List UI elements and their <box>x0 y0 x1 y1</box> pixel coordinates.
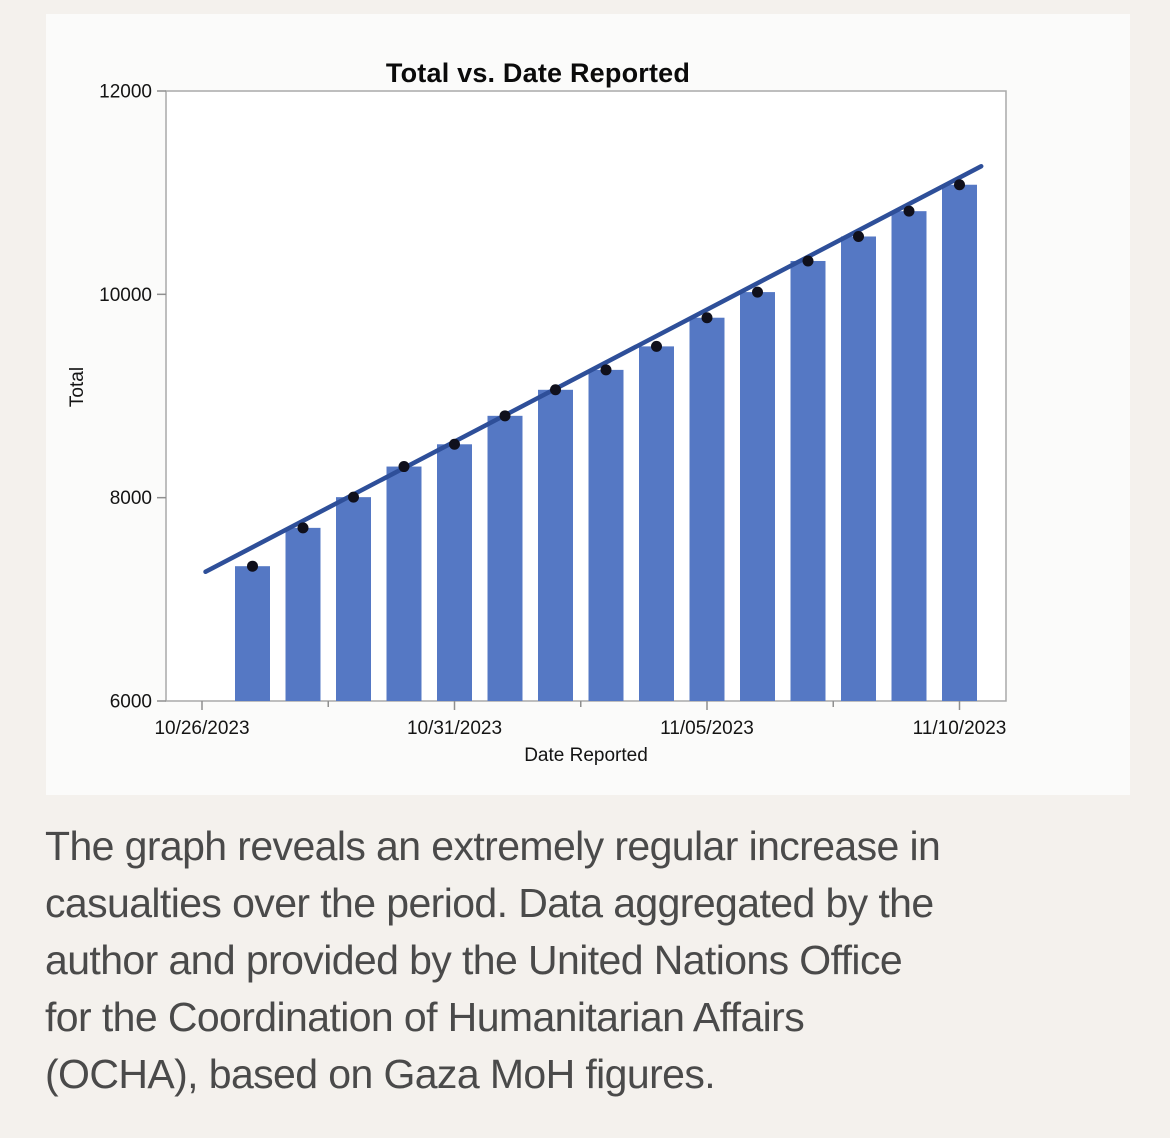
data-point-dot <box>348 492 359 503</box>
bar <box>892 211 927 701</box>
bar <box>639 346 674 701</box>
bar <box>538 390 573 701</box>
data-point-dot <box>399 461 410 472</box>
data-point-dot <box>803 255 814 266</box>
chart-figure <box>46 14 1130 795</box>
bar <box>690 318 725 701</box>
data-point-dot <box>500 410 511 421</box>
bar <box>336 497 371 701</box>
x-tick-label: 10/31/2023 <box>406 718 503 739</box>
data-point-dot <box>601 364 612 375</box>
bar <box>791 261 826 701</box>
caption-line: The graph reveals an extremely regular increase in <box>45 823 941 869</box>
caption-line: for the Coordination of Humanitarian Affairs <box>45 994 805 1040</box>
bar <box>286 528 321 701</box>
data-point-dot <box>298 522 309 533</box>
caption-line: author and provided by the United Nations Office <box>45 937 903 983</box>
bar-chart <box>46 14 1130 795</box>
bar <box>942 185 977 701</box>
caption-line: casualties over the period. Data aggregated by the <box>45 880 934 926</box>
data-point-dot <box>550 384 561 395</box>
bar <box>488 416 523 701</box>
y-tick-label: 12000 <box>99 81 152 103</box>
data-point-dot <box>651 341 662 352</box>
chart-title: Total vs. Date Reported <box>385 58 691 88</box>
data-point-dot <box>702 312 713 323</box>
bar <box>589 370 624 701</box>
data-point-dot <box>853 231 864 242</box>
bar <box>841 236 876 701</box>
data-point-dot <box>904 206 915 217</box>
y-tick-label: 8000 <box>109 488 152 510</box>
caption-line: (OCHA), based on Gaza MoH figures. <box>45 1051 716 1097</box>
y-tick-label: 6000 <box>109 691 152 713</box>
bar <box>740 292 775 701</box>
bar <box>387 467 422 701</box>
y-axis-label: Total <box>67 366 88 408</box>
y-tick-label: 10000 <box>99 284 152 306</box>
x-tick-label: 10/26/2023 <box>154 718 250 739</box>
data-point-dot <box>752 287 763 298</box>
data-point-dot <box>247 561 258 572</box>
data-point-dot <box>954 179 965 190</box>
data-point-dot <box>449 439 460 450</box>
bar <box>437 444 472 701</box>
x-tick-label: 11/05/2023 <box>660 718 754 739</box>
x-tick-label: 11/10/2023 <box>912 718 1007 739</box>
bar <box>235 566 270 701</box>
x-axis-label: Date Reported <box>524 745 648 766</box>
figure-caption <box>45 818 1135 1103</box>
